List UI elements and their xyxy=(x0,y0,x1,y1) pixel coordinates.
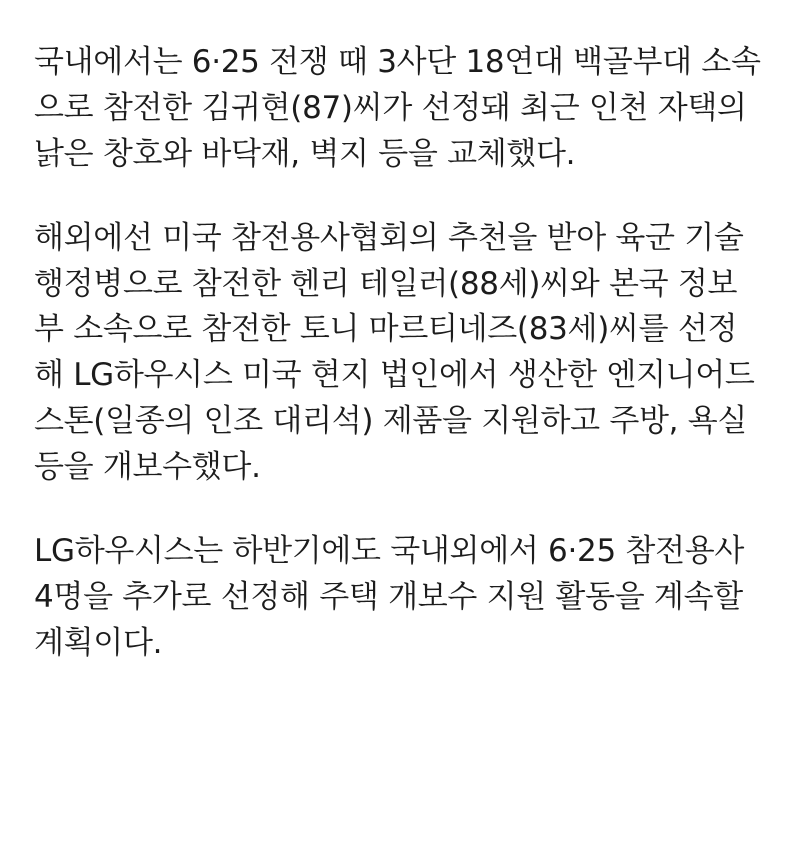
article-paragraph: LG하우시스는 하반기에도 국내외에서 6·25 참전용사 4명을 추가로 선정해 주택 개보수 지원 활동을 계속할 계획이다. xyxy=(34,532,754,661)
article-paragraph: 국내에서는 6·25 전쟁 때 3사단 18연대 백골부대 소속으로 참전한 김귀현(87)씨가 선정돼 최근 인천 자택의 낡은 창호와 바닥재, 벽지 등을 교체했다. xyxy=(34,44,761,172)
article-paragraph: 해외에선 미국 참전용사협회의 추천을 받아 육군 기술행정병으로 참전한 헨리 테일러(88세)씨와 본국 정보부 소속으로 참전한 토니 마르티네즈(83세)씨를 선정해 LG하우시스 미국 현지 법인에서 생산한 엔지니어드 스톤(일종의 인조 대리석) 제품을 지원하고 주방, 욕실 등을 개보수했다. xyxy=(34,219,765,485)
